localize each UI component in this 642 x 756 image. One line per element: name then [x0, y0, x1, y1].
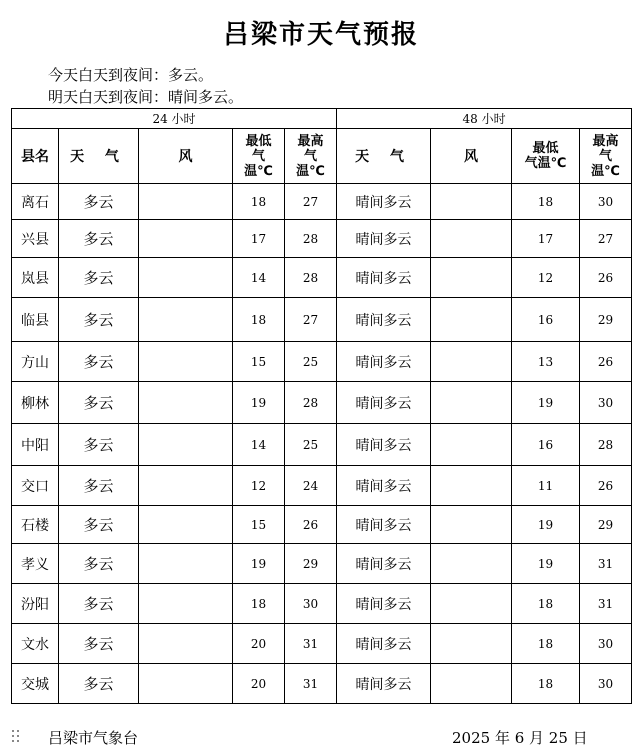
weather-48h-cell: 晴间多云 — [337, 584, 431, 624]
table-row — [12, 298, 632, 342]
wind-24h-cell — [139, 544, 233, 584]
min-temp-48h-cell: 11 — [512, 466, 580, 506]
weather-48h-cell: 晴间多云 — [337, 544, 431, 584]
county-header: 县名 — [12, 129, 59, 184]
wind-48h-cell — [431, 506, 512, 544]
weather-48h-cell: 晴间多云 — [337, 298, 431, 342]
max-temp-48h-cell: 30 — [580, 624, 632, 664]
wind-48h-cell — [431, 184, 512, 220]
wind-24h-header: 风 — [139, 129, 233, 184]
wind-24h-cell — [139, 466, 233, 506]
group-header-24h: 24 小时 — [12, 109, 337, 129]
min-temp-24h-cell: 15 — [233, 342, 285, 382]
table-row — [12, 506, 632, 544]
max-temp-24h-cell: 31 — [285, 664, 337, 704]
county-cell: 汾阳 — [12, 584, 59, 624]
min-temp-48h-cell: 18 — [512, 184, 580, 220]
max-temp-48h-cell: 30 — [580, 382, 632, 424]
weather-48h-cell: 晴间多云 — [337, 506, 431, 544]
weather-24h-header: 天 气 — [59, 129, 139, 184]
min-temp-48h-cell: 13 — [512, 342, 580, 382]
table-row — [12, 466, 632, 506]
wind-48h-cell — [431, 298, 512, 342]
max-temp-24h-cell: 30 — [285, 584, 337, 624]
min-temp-48h-cell: 18 — [512, 624, 580, 664]
weather-48h-cell: 晴间多云 — [337, 624, 431, 664]
min-temp-24h-cell: 17 — [233, 220, 285, 258]
wind-48h-cell — [431, 544, 512, 584]
min-temp-48h-cell: 16 — [512, 298, 580, 342]
drag-handle-icon[interactable] — [12, 730, 22, 744]
max-temp-48h-cell: 29 — [580, 298, 632, 342]
wind-24h-cell — [139, 624, 233, 664]
min-temp-48h-cell: 19 — [512, 506, 580, 544]
wind-24h-cell — [139, 424, 233, 466]
wind-48h-cell — [431, 664, 512, 704]
min-temp-48h-cell: 18 — [512, 664, 580, 704]
min-temp-24h-cell: 14 — [233, 424, 285, 466]
max-temp-48h-cell: 28 — [580, 424, 632, 466]
today-summary: 今天白天到夜间：多云。 — [48, 66, 214, 84]
max-temp-24h-cell: 24 — [285, 466, 337, 506]
weather-48h-cell: 晴间多云 — [337, 382, 431, 424]
min-temp-24h-header: 最低 气 温℃ — [233, 129, 285, 184]
min-temp-48h-cell: 18 — [512, 584, 580, 624]
wind-24h-cell — [139, 258, 233, 298]
county-cell: 离石 — [12, 184, 59, 220]
weather-24h-cell: 多云 — [59, 664, 139, 704]
county-cell: 石楼 — [12, 506, 59, 544]
max-temp-24h-cell: 28 — [285, 258, 337, 298]
issue-date: 2025 年 6 月 25 日 — [452, 729, 588, 747]
tomorrow-summary: 明天白天到夜间：晴间多云。 — [48, 88, 244, 106]
weather-24h-cell: 多云 — [59, 184, 139, 220]
weather-24h-cell: 多云 — [59, 466, 139, 506]
wind-24h-cell — [139, 506, 233, 544]
wind-48h-cell — [431, 584, 512, 624]
weather-24h-cell: 多云 — [59, 382, 139, 424]
table-row — [12, 584, 632, 624]
county-cell: 孝义 — [12, 544, 59, 584]
table-row — [12, 424, 632, 466]
max-temp-48h-cell: 29 — [580, 506, 632, 544]
county-cell: 岚县 — [12, 258, 59, 298]
wind-24h-cell — [139, 664, 233, 704]
wind-48h-cell — [431, 342, 512, 382]
min-temp-48h-cell: 19 — [512, 382, 580, 424]
forecast-table — [11, 108, 632, 704]
max-temp-24h-cell: 25 — [285, 424, 337, 466]
wind-24h-cell — [139, 584, 233, 624]
wind-48h-cell — [431, 258, 512, 298]
table-row — [12, 220, 632, 258]
max-temp-24h-cell: 31 — [285, 624, 337, 664]
issuer: 吕梁市气象台 — [48, 729, 139, 747]
weather-48h-cell: 晴间多云 — [337, 184, 431, 220]
min-temp-48h-header: 最低 气温℃ — [512, 129, 580, 184]
weather-48h-cell: 晴间多云 — [337, 258, 431, 298]
max-temp-48h-cell: 26 — [580, 466, 632, 506]
table-row — [12, 184, 632, 220]
weather-48h-cell: 晴间多云 — [337, 220, 431, 258]
weather-24h-cell: 多云 — [59, 258, 139, 298]
max-temp-48h-cell: 26 — [580, 258, 632, 298]
wind-24h-cell — [139, 220, 233, 258]
page-title: 吕梁市天气预报 — [222, 20, 419, 50]
wind-48h-cell — [431, 382, 512, 424]
weather-24h-cell: 多云 — [59, 544, 139, 584]
table-row — [12, 544, 632, 584]
county-cell: 文水 — [12, 624, 59, 664]
min-temp-48h-cell: 17 — [512, 220, 580, 258]
table-row — [12, 624, 632, 664]
max-temp-24h-cell: 27 — [285, 184, 337, 220]
weather-48h-cell: 晴间多云 — [337, 466, 431, 506]
table-row — [12, 664, 632, 704]
min-temp-24h-cell: 12 — [233, 466, 285, 506]
wind-48h-cell — [431, 220, 512, 258]
group-header-48h: 48 小时 — [337, 109, 632, 129]
wind-24h-cell — [139, 342, 233, 382]
wind-48h-cell — [431, 466, 512, 506]
weather-48h-cell: 晴间多云 — [337, 664, 431, 704]
county-cell: 方山 — [12, 342, 59, 382]
max-temp-24h-cell: 28 — [285, 382, 337, 424]
min-temp-48h-cell: 12 — [512, 258, 580, 298]
min-temp-24h-cell: 15 — [233, 506, 285, 544]
county-cell: 交口 — [12, 466, 59, 506]
max-temp-48h-cell: 30 — [580, 184, 632, 220]
min-temp-24h-cell: 19 — [233, 382, 285, 424]
weather-48h-cell: 晴间多云 — [337, 342, 431, 382]
max-temp-24h-cell: 27 — [285, 298, 337, 342]
min-temp-24h-cell: 18 — [233, 184, 285, 220]
county-cell: 交城 — [12, 664, 59, 704]
max-temp-24h-cell: 28 — [285, 220, 337, 258]
max-temp-48h-cell: 31 — [580, 544, 632, 584]
county-cell: 临县 — [12, 298, 59, 342]
weather-24h-cell: 多云 — [59, 506, 139, 544]
weather-24h-cell: 多云 — [59, 298, 139, 342]
wind-48h-header: 风 — [431, 129, 512, 184]
min-temp-24h-cell: 20 — [233, 624, 285, 664]
max-temp-48h-cell: 27 — [580, 220, 632, 258]
min-temp-24h-cell: 14 — [233, 258, 285, 298]
min-temp-24h-cell: 18 — [233, 584, 285, 624]
max-temp-48h-cell: 31 — [580, 584, 632, 624]
max-temp-24h-cell: 29 — [285, 544, 337, 584]
county-cell: 兴县 — [12, 220, 59, 258]
min-temp-48h-cell: 16 — [512, 424, 580, 466]
county-cell: 中阳 — [12, 424, 59, 466]
weather-48h-header: 天 气 — [337, 129, 431, 184]
weather-24h-cell: 多云 — [59, 624, 139, 664]
min-temp-24h-cell: 20 — [233, 664, 285, 704]
max-temp-48h-cell: 26 — [580, 342, 632, 382]
table-row — [12, 382, 632, 424]
weather-24h-cell: 多云 — [59, 584, 139, 624]
weather-24h-cell: 多云 — [59, 342, 139, 382]
table-row — [12, 258, 632, 298]
min-temp-24h-cell: 18 — [233, 298, 285, 342]
wind-24h-cell — [139, 298, 233, 342]
wind-24h-cell — [139, 382, 233, 424]
min-temp-24h-cell: 19 — [233, 544, 285, 584]
wind-24h-cell — [139, 184, 233, 220]
max-temp-48h-cell: 30 — [580, 664, 632, 704]
county-cell: 柳林 — [12, 382, 59, 424]
wind-48h-cell — [431, 624, 512, 664]
max-temp-24h-cell: 25 — [285, 342, 337, 382]
weather-24h-cell: 多云 — [59, 424, 139, 466]
weather-24h-cell: 多云 — [59, 220, 139, 258]
table-row — [12, 342, 632, 382]
max-temp-24h-cell: 26 — [285, 506, 337, 544]
wind-48h-cell — [431, 424, 512, 466]
max-temp-24h-header: 最高 气 温℃ — [285, 129, 337, 184]
min-temp-48h-cell: 19 — [512, 544, 580, 584]
max-temp-48h-header: 最高 气 温℃ — [580, 129, 632, 184]
weather-48h-cell: 晴间多云 — [337, 424, 431, 466]
